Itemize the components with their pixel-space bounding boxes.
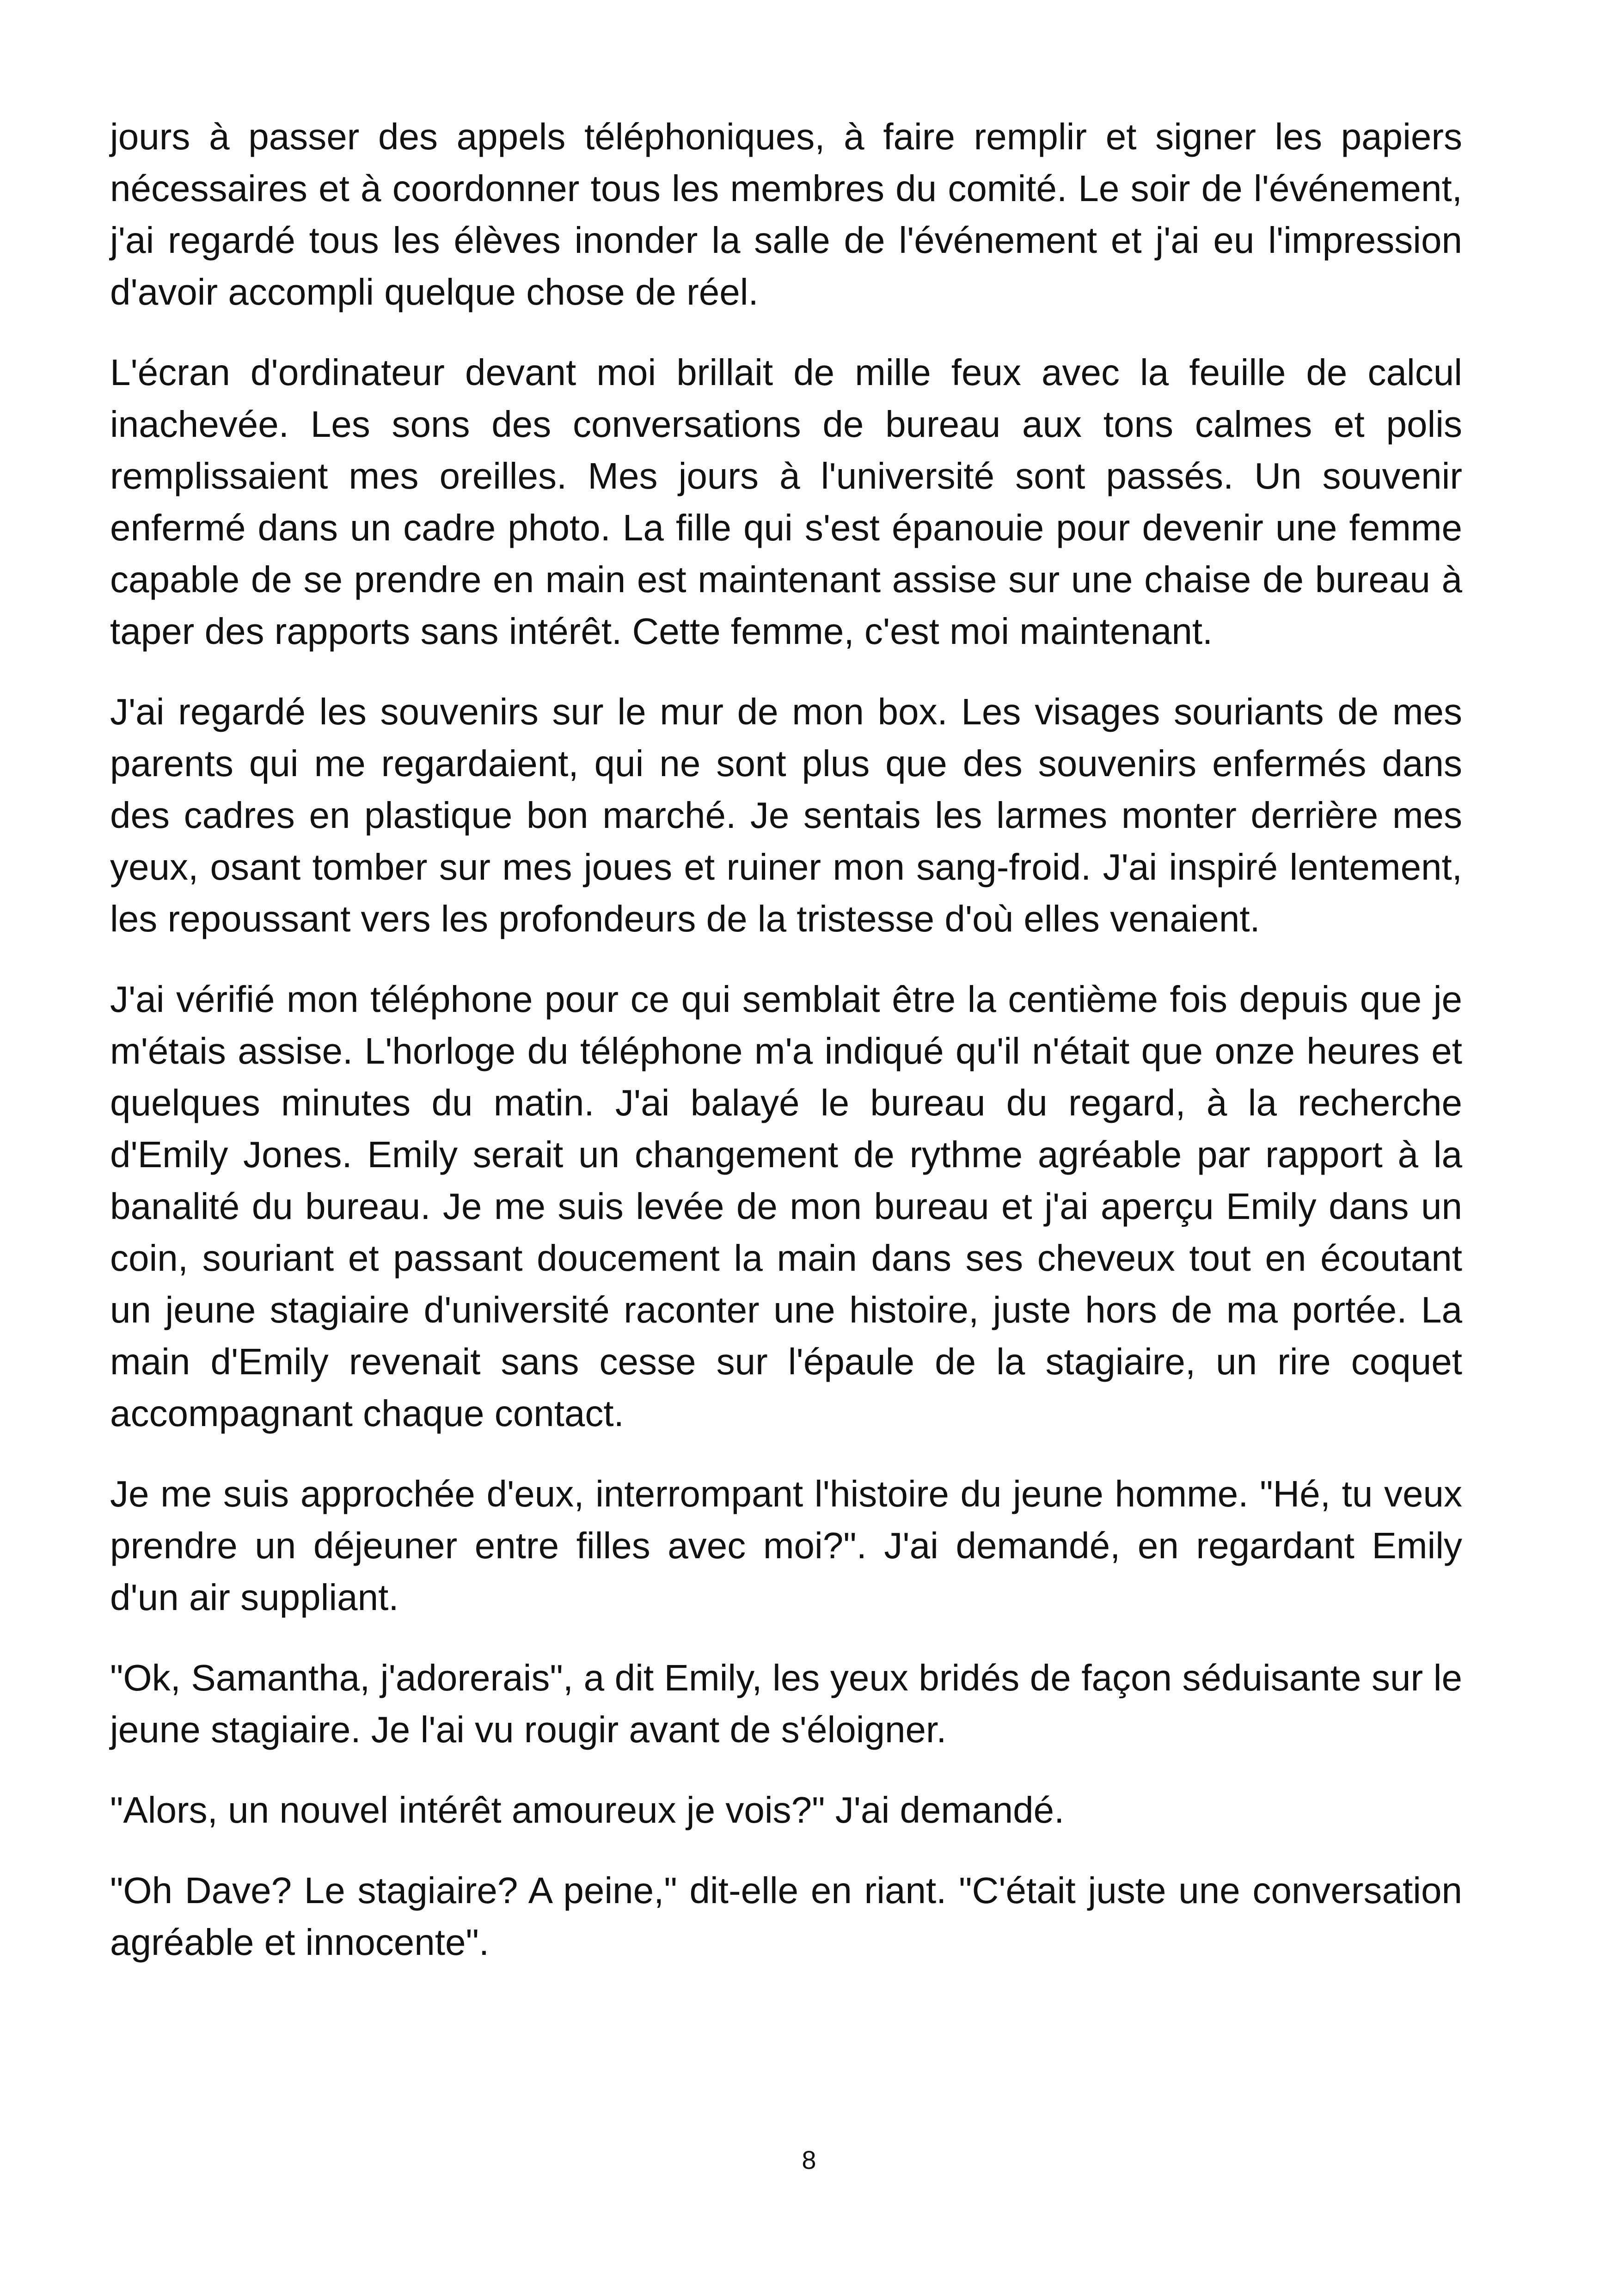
paragraph: J'ai vérifié mon téléphone pour ce qui semblait être la centième fois depuis que je m'étais assise. L'horloge du téléphone m'a indiqué qu'il n'était que onze heures et quelques minutes du matin. J'ai balayé le bureau du regard, à la recherche d'Emily Jones. Emily serait un changement de rythme agréable par rapport à la banalité du bureau. Je me suis levée de mon bureau et j'ai aperçu Emily dans un coin, souriant et passant doucement la main dans ses cheveux tout en écoutant un jeune stagiaire d'université raconter une histoire, juste hors de ma portée. La main d'Emily revenait sans cesse sur l'épaule de la stagiaire, un rire coquet accompagnant chaque contact. — [110, 979, 1462, 1434]
paragraph: Je me suis approchée d'eux, interrompant l'histoire du jeune homme. "Hé, tu veux prendre un déjeuner entre filles avec moi?". J'ai demandé, en regardant Emily d'un air suppliant. — [110, 1473, 1462, 1618]
paragraph: "Ok, Samantha, j'adorerais", a dit Emily, les yeux bridés de façon séduisante sur le jeune stagiaire. Je l'ai vu rougir avant de s'éloigner. — [110, 1657, 1462, 1750]
body-text — [110, 111, 1462, 1997]
paragraph: "Alors, un nouvel intérêt amoureux je vois?" J'ai demandé. — [110, 1789, 1065, 1831]
paragraph: jours à passer des appels téléphoniques, à faire remplir et signer les papiers nécessaires et à coordonner tous les membres du comité. Le soir de l'événement, j'ai regardé tous les élèves inonder la salle de l'événement et j'ai eu l'impression d'avoir accompli quelque chose de réel. — [110, 116, 1462, 312]
paragraph: J'ai regardé les souvenirs sur le mur de mon box. Les visages souriants de mes parents qui me regardaient, qui ne sont plus que des souvenirs enfermés dans des cadres en plastique bon marché. Je sentais les larmes monter derrière mes yeux, osant tomber sur mes joues et ruiner mon sang-froid. J'ai inspiré lentement, les repoussant vers les profondeurs de la tristesse d'où elles venaient. — [110, 691, 1462, 939]
page-number: 8 — [802, 2145, 816, 2174]
paragraph: "Oh Dave? Le stagiaire? A peine," dit-elle en riant. "C'était juste une conversation agréable et innocente". — [110, 1870, 1462, 1963]
paragraph: L'écran d'ordinateur devant moi brillait de mille feux avec la feuille de calcul inachevée. Les sons des conversations de bureau aux tons calmes et polis remplissaient mes oreilles. Mes jours à l'université sont passés. Un souvenir enfermé dans un cadre photo. La fille qui s'est épanouie pour devenir une femme capable de se prendre en main est maintenant assise sur une chaise de bureau à taper des rapports sans intérêt. Cette femme, c'est moi maintenant. — [110, 352, 1462, 652]
